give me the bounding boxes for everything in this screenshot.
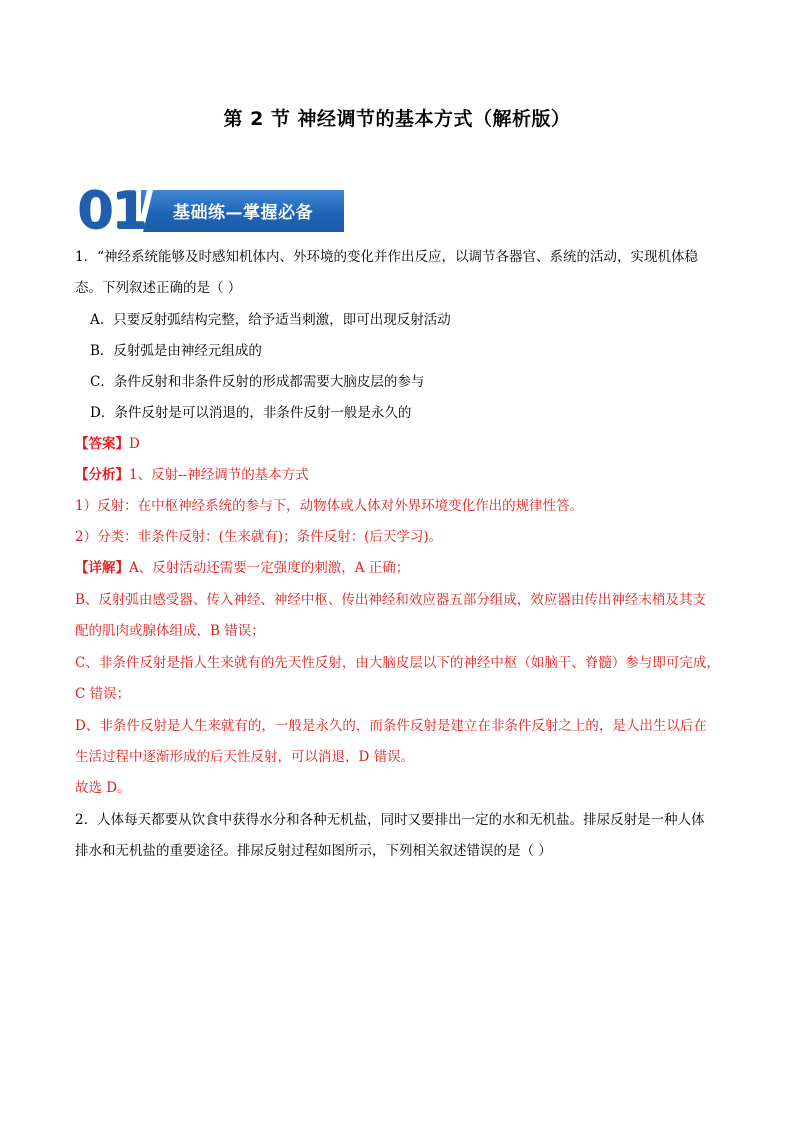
detail-a-text: A、反射活动还需要一定强度的刺激，A 正确； [129,560,410,576]
analysis-head-text: 1、反射--神经调节的基本方式 [129,467,309,483]
q1-option-c: C．条件反射和非条件反射的形成都需要大脑皮层的参与 [90,374,425,390]
q2-stem-line1: 2．人体每天都要从饮食中获得水分和各种无机盐，同时又要排出一定的水和无机盐。排尿反射是一种人体 [75,812,705,828]
q1-detail-d2: 生活过程中逐渐形成的后天性反射，可以消退，D 错误。 [75,749,415,765]
analysis-tag: 【分析】 [75,467,129,483]
answer-tag: 【答案】 [75,436,129,452]
q1-option-a: A．只要反射弧结构完整，给予适当刺激，即可出现反射活动 [90,312,451,328]
q1-stem-line1: 1．“神经系统能够及时感知机体内、外环境的变化并作出反应，以调节各器官、系统的活动，实现机体稳 [75,249,698,265]
section-banner [75,181,344,241]
q1-analysis-1: 1）反射：在中枢神经系统的参与下，动物体或人体对外界环境变化作出的规律性答。 [75,498,584,514]
banner-number: 01 [77,181,146,241]
detail-tag: 【详解】 [75,560,129,576]
q1-detail-b2: 配的肌肉或腺体组成，B 错误； [75,623,265,639]
q1-detail-d1: D、非条件反射是人生来就有的，一般是永久的，而条件反射是建立在非条件反射之上的，是人出生以后在 [75,718,707,734]
answer-value: D [129,436,140,452]
q1-analysis-2: 2）分类：非条件反射：(生来就有)；条件反射：(后天学习)。 [75,529,443,545]
page-title: 第 2 节 神经调节的基本方式（解析版） [223,108,571,130]
q1-detail-a [75,558,409,578]
banner-label: 基础练—掌握必备 [173,203,313,223]
q1-detail-c2: C 错误； [75,686,131,702]
q1-conclusion: 故选 D。 [75,780,131,796]
q1-option-b: B．反射弧是由神经元组成的 [90,343,262,359]
q1-answer [75,434,140,454]
q2-stem-line2: 排水和无机盐的重要途径。排尿反射过程如图所示，下列相关叙述错误的是（ ） [75,843,552,859]
q1-analysis-head [75,465,309,485]
q1-stem-line2: 态。下列叙述正确的是（ ） [75,280,242,296]
q1-detail-c1: C、非条件反射是指人生来就有的先天性反射，由大脑皮层以下的神经中枢（如脑干、脊髓）参与即可完成， [75,655,720,671]
q1-detail-b1: B、反射弧由感受器、传入神经、神经中枢、传出神经和效应器五部分组成，效应器由传出神经末梢及其支 [75,592,706,608]
q1-option-d: D．条件反射是可以消退的，非条件反射一般是永久的 [90,405,412,421]
